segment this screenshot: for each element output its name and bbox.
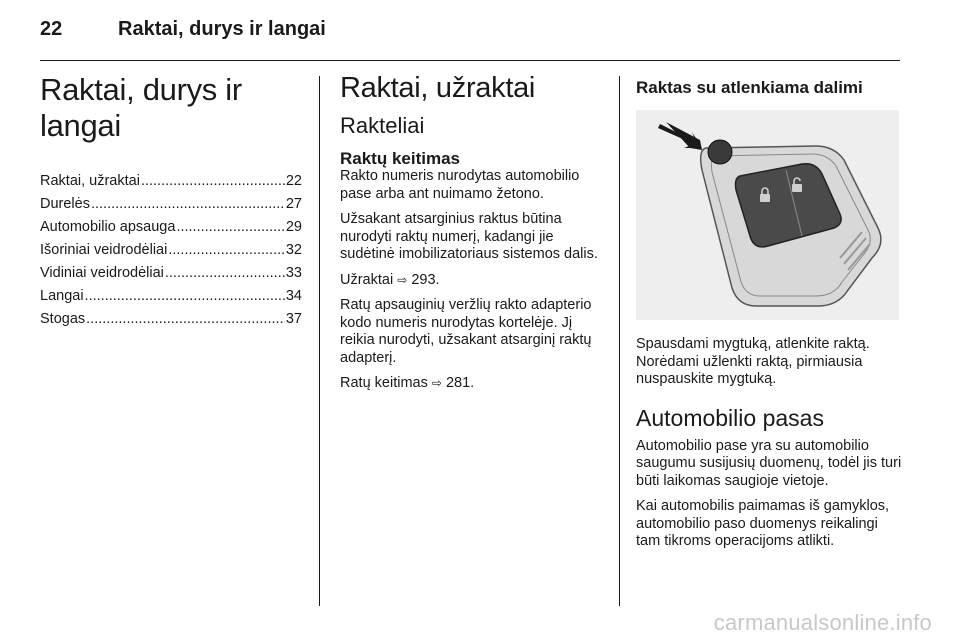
toc-dot-leader (168, 239, 285, 262)
body-paragraph: Automobilio pase yra su automobilio saugumu susijusių duomenų, todėl jis turi būti laikomas saugioje vietoje. (636, 437, 902, 489)
toc-dot-leader (141, 170, 285, 193)
arrow-right-icon: ⇨ (397, 272, 408, 287)
reference-page: 281. (445, 375, 475, 391)
toc-dot-leader (85, 285, 285, 308)
page-number: 22 (40, 18, 63, 40)
toc-entry-label: Raktai, užraktai (40, 173, 140, 189)
body-paragraph: Spausdami mygtuką, atlenkite raktą. Norėdami užlenkti raktą, pirmiausia nuspauskite mygtuką. (636, 336, 870, 387)
toc-column (40, 72, 302, 331)
toc-entry-page: 37 (285, 311, 302, 327)
site-watermark: carmanualsonline.info (713, 610, 932, 635)
section-title-vehicle-passport: Automobilio pasas (636, 404, 824, 431)
toc-entry-label: Stogas (40, 311, 86, 327)
toc-dot-leader (176, 216, 284, 239)
toc-entry-page: 34 (285, 288, 302, 304)
toc-entry[interactable] (40, 193, 302, 216)
folding-key-figure (636, 110, 899, 320)
chapter-title: Raktai, durys ir langai (40, 72, 242, 143)
toc-entry-page: 32 (285, 242, 302, 258)
toc-entry-label: Vidiniai veidrodėliai (40, 265, 164, 281)
toc-entry-label: Automobilio apsauga (40, 219, 176, 235)
subsection-heading: Raktų keitimas (340, 149, 460, 168)
body-paragraph: Rakto numeris nurodytas automobilio pase arba ant nuimamo žetono. (340, 168, 580, 202)
section-title: Raktai, užraktai (340, 72, 536, 104)
header-title: Raktai, durys ir langai (118, 18, 326, 40)
keys-column (340, 72, 606, 401)
reference-text: Užraktai (340, 271, 394, 288)
folding-key-column (636, 72, 902, 559)
toc-entry[interactable] (40, 170, 302, 193)
toc-entry[interactable] (40, 285, 302, 308)
toc-entry[interactable] (40, 308, 302, 331)
reference-page: 293. (411, 271, 440, 288)
subsection-heading: Raktas su atlenkiama dalimi (636, 78, 863, 97)
toc-entry-label: Durelės (40, 196, 90, 212)
cross-reference-locks[interactable] (340, 272, 606, 290)
folding-key-illustration-icon (636, 110, 899, 320)
toc-entry-page: 33 (285, 265, 302, 281)
body-paragraph: Užsakant atsarginius raktus būtina nurodyti raktų numerį, kadangi jie sudėtinė imobilizatoriaus sistemos dalis. (340, 211, 598, 262)
reference-text: Ratų keitimas (340, 375, 428, 391)
toc-dot-leader (86, 308, 285, 331)
toc-dot-leader (165, 262, 285, 285)
toc-entry-page: 29 (285, 219, 302, 235)
toc-entry-page: 27 (285, 196, 302, 212)
toc-list (40, 170, 302, 331)
section-subtitle: Rakteliai (340, 113, 425, 138)
toc-entry-label: Langai (40, 288, 84, 304)
arrow-right-icon: ⇨ (431, 376, 442, 390)
toc-entry[interactable] (40, 216, 302, 239)
toc-entry-page: 22 (285, 173, 302, 189)
toc-dot-leader (91, 193, 285, 216)
toc-entry[interactable] (40, 239, 302, 262)
cross-reference-wheels[interactable] (340, 375, 606, 393)
body-paragraph: Kai automobilis paimamas iš gamyklos, automobilio paso duomenys reikalingi tam tikroms operacijoms atlikti. (636, 498, 890, 549)
column-divider-left (319, 76, 320, 606)
toc-entry[interactable] (40, 262, 302, 285)
body-paragraph: Ratų apsauginių veržlių rakto adapterio kodo numeris nurodytas kortelėje. Jį reikia nurodyti, užsakant atsarginį raktų adapterį. (340, 297, 592, 366)
toc-entry-label: Išoriniai veidrodėliai (40, 242, 168, 258)
column-divider-right (619, 76, 620, 606)
header-rule (40, 60, 900, 61)
